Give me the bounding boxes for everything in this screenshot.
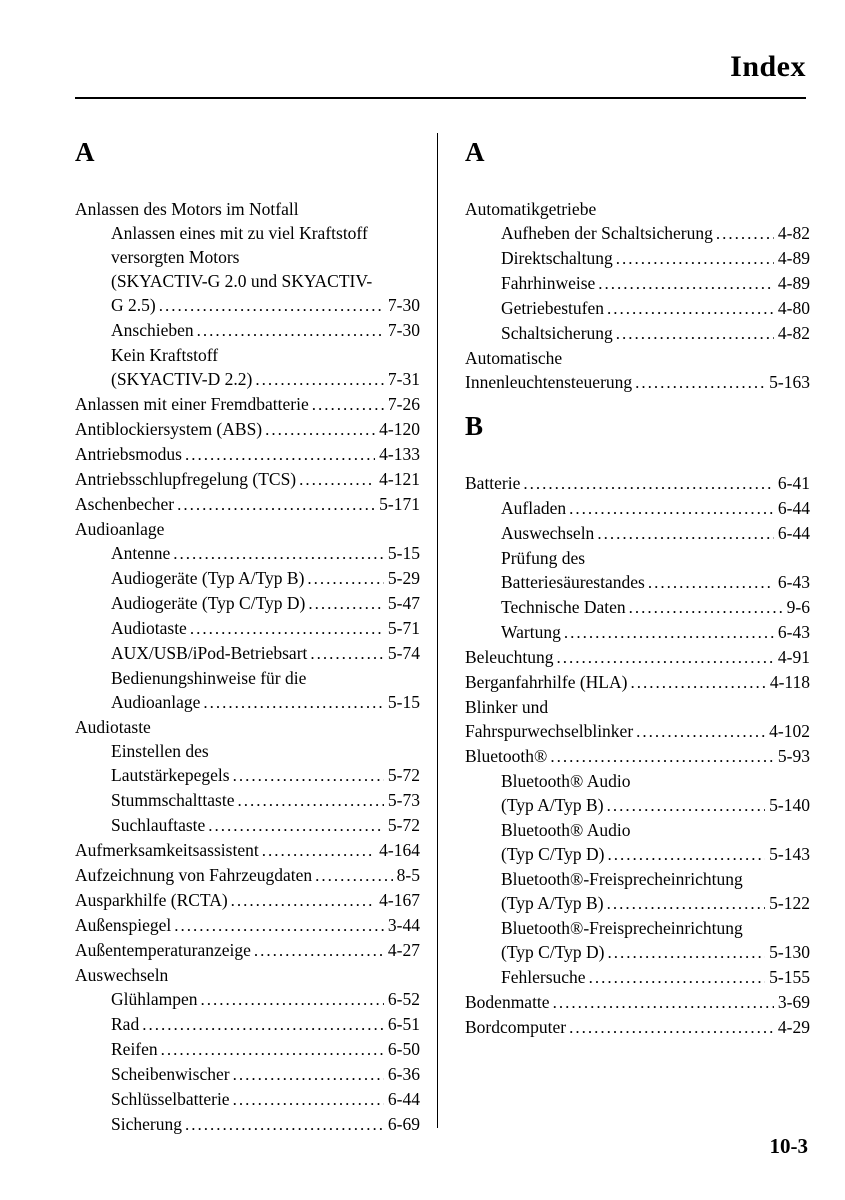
entry-text: Berganfahrhilfe (HLA) bbox=[465, 672, 628, 692]
entry-text: Scheibenwischer bbox=[111, 1064, 230, 1084]
entry-text: (Typ A/Typ B) bbox=[501, 893, 604, 913]
dot-leader bbox=[630, 670, 765, 695]
dot-leader bbox=[190, 616, 384, 641]
index-entry bbox=[465, 965, 810, 990]
dot-leader bbox=[569, 1015, 774, 1040]
entry-page-ref: 4-120 bbox=[379, 419, 420, 439]
index-entry bbox=[465, 546, 810, 570]
index-entry bbox=[465, 521, 810, 546]
index-entry bbox=[465, 818, 810, 842]
entry-text: Sicherung bbox=[111, 1114, 182, 1134]
entry-text: Prüfung des bbox=[501, 548, 586, 568]
entry-text: Batterie bbox=[465, 473, 521, 493]
entry-page-ref: 4-102 bbox=[769, 721, 810, 741]
index-entry bbox=[75, 763, 420, 788]
entry-page-ref: 7-26 bbox=[387, 394, 420, 414]
entry-text: Antiblockiersystem (ABS) bbox=[75, 419, 263, 439]
entry-text: Anlassen mit einer Fremdbatterie bbox=[75, 394, 309, 414]
index-entry bbox=[75, 517, 420, 541]
index-entry bbox=[75, 269, 420, 293]
index-entry bbox=[75, 690, 420, 715]
index-entry bbox=[465, 990, 810, 1015]
index-entry bbox=[465, 197, 810, 221]
index-entry bbox=[465, 496, 810, 521]
entry-text: Bluetooth®-Freisprecheinrichtung bbox=[501, 918, 743, 938]
entry-text: Bordcomputer bbox=[465, 1017, 567, 1037]
entry-page-ref: 5-155 bbox=[769, 967, 810, 987]
entry-page-ref: 5-93 bbox=[777, 746, 810, 766]
entry-text: Anschieben bbox=[111, 320, 194, 340]
entry-text: Fahrhinweise bbox=[501, 273, 596, 293]
index-entry bbox=[75, 616, 420, 641]
index-entry bbox=[75, 318, 420, 343]
index-entry bbox=[75, 1012, 420, 1037]
dot-leader bbox=[636, 719, 765, 744]
dot-leader bbox=[553, 990, 774, 1015]
dot-leader bbox=[716, 221, 774, 246]
entry-page-ref: 4-89 bbox=[777, 248, 810, 268]
dot-leader bbox=[635, 370, 765, 395]
column-divider bbox=[437, 133, 438, 1128]
page-number-footer: 10-3 bbox=[769, 1134, 808, 1158]
entry-text: (Typ C/Typ D) bbox=[501, 844, 605, 864]
dot-leader bbox=[607, 793, 766, 818]
dot-leader bbox=[254, 938, 384, 963]
entry-text: Bedienungshinweise für die bbox=[111, 668, 307, 688]
entry-page-ref: 4-133 bbox=[379, 444, 420, 464]
entry-page-ref: 4-27 bbox=[387, 940, 420, 960]
entry-text: Innenleuchtensteuerung bbox=[465, 372, 633, 392]
index-entry bbox=[465, 670, 810, 695]
dot-leader bbox=[607, 296, 774, 321]
entry-page-ref: 5-15 bbox=[387, 692, 420, 712]
entry-page-ref: 4-164 bbox=[379, 840, 420, 860]
index-entry bbox=[465, 221, 810, 246]
entry-page-ref: 8-5 bbox=[396, 865, 420, 885]
dot-leader bbox=[299, 467, 375, 492]
dot-leader bbox=[589, 965, 766, 990]
dot-leader bbox=[556, 645, 773, 670]
dot-leader bbox=[174, 913, 384, 938]
dot-leader bbox=[161, 1037, 384, 1062]
index-entry bbox=[465, 1015, 810, 1040]
index-entry bbox=[465, 867, 810, 891]
dot-leader bbox=[608, 842, 766, 867]
dot-leader bbox=[197, 318, 384, 343]
index-entry bbox=[75, 813, 420, 838]
dot-leader bbox=[550, 744, 774, 769]
entry-text: Außentemperaturanzeige bbox=[75, 940, 251, 960]
dot-leader bbox=[185, 1112, 384, 1137]
entry-page-ref: 5-143 bbox=[769, 844, 810, 864]
dot-leader bbox=[201, 987, 384, 1012]
entry-page-ref: 4-118 bbox=[769, 672, 810, 692]
entry-page-ref: 5-163 bbox=[769, 372, 810, 392]
dot-leader bbox=[607, 891, 766, 916]
index-entry bbox=[465, 695, 810, 719]
index-entry bbox=[465, 891, 810, 916]
dot-leader bbox=[307, 566, 384, 591]
index-entry bbox=[75, 221, 420, 245]
entry-page-ref: 5-72 bbox=[387, 765, 420, 785]
index-entry bbox=[75, 566, 420, 591]
dot-leader bbox=[315, 863, 393, 888]
index-entry bbox=[465, 793, 810, 818]
entry-text: Bluetooth®-Freisprecheinrichtung bbox=[501, 869, 743, 889]
dot-leader bbox=[173, 541, 384, 566]
entry-text: Audiotaste bbox=[75, 717, 151, 737]
index-entry bbox=[75, 417, 420, 442]
index-column-left bbox=[75, 135, 420, 1137]
dot-leader bbox=[564, 620, 774, 645]
index-entry bbox=[75, 591, 420, 616]
entry-text: Aschenbecher bbox=[75, 494, 175, 514]
entry-text: Automatikgetriebe bbox=[465, 199, 597, 219]
entry-page-ref: 7-30 bbox=[387, 320, 420, 340]
dot-leader bbox=[265, 417, 375, 442]
entry-text: Wartung bbox=[501, 622, 561, 642]
entry-page-ref: 6-44 bbox=[387, 1089, 420, 1109]
index-entry bbox=[465, 271, 810, 296]
entry-text: Aufmerksamkeitsassistent bbox=[75, 840, 259, 860]
index-entry bbox=[75, 1037, 420, 1062]
entry-page-ref: 5-72 bbox=[387, 815, 420, 835]
dot-leader bbox=[233, 1087, 384, 1112]
entry-page-ref: 3-69 bbox=[777, 992, 810, 1012]
entry-text: Reifen bbox=[111, 1039, 158, 1059]
entry-text: Audiogeräte (Typ C/Typ D) bbox=[111, 593, 306, 613]
entry-text: Audioanlage bbox=[75, 519, 165, 539]
entry-text: Aufladen bbox=[501, 498, 567, 518]
dot-leader bbox=[203, 690, 384, 715]
dot-leader bbox=[233, 1062, 384, 1087]
entry-page-ref: 6-52 bbox=[387, 989, 420, 1009]
dot-leader bbox=[255, 367, 384, 392]
index-entry bbox=[75, 467, 420, 492]
entry-page-ref: 5-15 bbox=[387, 543, 420, 563]
index-entry bbox=[465, 471, 810, 496]
entry-page-ref: 4-121 bbox=[379, 469, 420, 489]
index-entry bbox=[465, 645, 810, 670]
section-letter: A bbox=[465, 137, 485, 167]
entry-page-ref: 6-43 bbox=[777, 572, 810, 592]
entry-page-ref: 4-167 bbox=[379, 890, 420, 910]
page-title: Index bbox=[730, 50, 806, 83]
entry-page-ref: 6-69 bbox=[387, 1114, 420, 1134]
index-entry bbox=[75, 1112, 420, 1137]
entry-page-ref: 4-29 bbox=[777, 1017, 810, 1037]
section-letter: B bbox=[465, 411, 484, 441]
index-entry bbox=[465, 321, 810, 346]
entry-text: Aufzeichnung von Fahrzeugdaten bbox=[75, 865, 313, 885]
dot-leader bbox=[142, 1012, 384, 1037]
index-entry bbox=[465, 940, 810, 965]
entry-page-ref: 3-44 bbox=[387, 915, 420, 935]
entry-page-ref: 5-73 bbox=[387, 790, 420, 810]
index-entry bbox=[465, 916, 810, 940]
entry-text: Antenne bbox=[111, 543, 171, 563]
entry-text: Stummschalttaste bbox=[111, 790, 235, 810]
index-entry bbox=[75, 987, 420, 1012]
index-entry bbox=[75, 666, 420, 690]
entry-page-ref: 6-41 bbox=[777, 473, 810, 493]
index-entry bbox=[75, 367, 420, 392]
entry-text: Schaltsicherung bbox=[501, 323, 613, 343]
entry-text: Direktschaltung bbox=[501, 248, 613, 268]
dot-leader bbox=[237, 788, 383, 813]
index-entry bbox=[465, 719, 810, 744]
index-entry bbox=[75, 442, 420, 467]
entry-text: Außenspiegel bbox=[75, 915, 172, 935]
dot-leader bbox=[629, 595, 783, 620]
index-entry bbox=[75, 888, 420, 913]
entry-page-ref: 4-82 bbox=[777, 323, 810, 343]
dot-leader bbox=[616, 246, 774, 271]
entry-text: Anlassen eines mit zu viel Kraftstoff bbox=[111, 223, 368, 243]
entry-text: Fahrspurwechselblinker bbox=[465, 721, 634, 741]
entry-text: Einstellen des bbox=[111, 741, 209, 761]
entry-text: Suchlauftaste bbox=[111, 815, 206, 835]
entry-text: Aufheben der Schaltsicherung bbox=[501, 223, 713, 243]
entry-text: Bluetooth® Audio bbox=[501, 820, 631, 840]
index-entry bbox=[75, 245, 420, 269]
entry-page-ref: 6-36 bbox=[387, 1064, 420, 1084]
index-entry bbox=[465, 370, 810, 395]
entry-text: Schlüsselbatterie bbox=[111, 1089, 230, 1109]
dot-leader bbox=[233, 763, 384, 788]
dot-leader bbox=[308, 591, 384, 616]
index-entry bbox=[465, 769, 810, 793]
dot-leader bbox=[569, 496, 774, 521]
index-entry bbox=[75, 1062, 420, 1087]
index-entry bbox=[75, 293, 420, 318]
index-entry bbox=[75, 641, 420, 666]
entry-text: Fehlersuche bbox=[501, 967, 586, 987]
entry-text: Glühlampen bbox=[111, 989, 198, 1009]
entry-text: Kein Kraftstoff bbox=[111, 345, 219, 365]
entry-text: Antriebsschlupfregelung (TCS) bbox=[75, 469, 297, 489]
index-entry bbox=[465, 842, 810, 867]
entry-page-ref: 5-71 bbox=[387, 618, 420, 638]
entry-page-ref: 5-140 bbox=[769, 795, 810, 815]
dot-leader bbox=[231, 888, 376, 913]
entry-page-ref: 5-130 bbox=[769, 942, 810, 962]
index-entry bbox=[75, 492, 420, 517]
entry-page-ref: 5-29 bbox=[387, 568, 420, 588]
index-entry bbox=[75, 1087, 420, 1112]
entry-page-ref: 5-122 bbox=[769, 893, 810, 913]
entry-text: Audioanlage bbox=[111, 692, 201, 712]
index-entry bbox=[75, 739, 420, 763]
entry-text: Auswechseln bbox=[501, 523, 595, 543]
index-entry bbox=[465, 346, 810, 370]
dot-leader bbox=[185, 442, 375, 467]
entry-page-ref: 4-80 bbox=[777, 298, 810, 318]
index-entry bbox=[465, 595, 810, 620]
index-entry bbox=[465, 296, 810, 321]
index-entry bbox=[75, 838, 420, 863]
entry-text: Blinker und bbox=[465, 697, 549, 717]
dot-leader bbox=[523, 471, 774, 496]
entry-text: Rad bbox=[111, 1014, 140, 1034]
index-entry bbox=[465, 744, 810, 769]
index-entry bbox=[75, 715, 420, 739]
index-entry bbox=[465, 620, 810, 645]
index-entry bbox=[75, 788, 420, 813]
entry-text: Getriebestufen bbox=[501, 298, 605, 318]
entry-text: (SKYACTIV-D 2.2) bbox=[111, 369, 253, 389]
dot-leader bbox=[312, 392, 384, 417]
entry-text: Automatische bbox=[465, 348, 563, 368]
entry-text: versorgten Motors bbox=[111, 247, 240, 267]
dot-leader bbox=[159, 293, 384, 318]
entry-text: Beleuchtung bbox=[465, 647, 554, 667]
index-entry bbox=[75, 913, 420, 938]
index-column-right bbox=[465, 135, 810, 1040]
entry-text: G 2.5) bbox=[111, 295, 156, 315]
index-entry bbox=[75, 197, 420, 221]
index-entry bbox=[75, 343, 420, 367]
section-letter: A bbox=[75, 137, 95, 167]
index-entry bbox=[75, 863, 420, 888]
title-rule bbox=[75, 97, 806, 99]
entry-text: Audiogeräte (Typ A/Typ B) bbox=[111, 568, 305, 588]
entry-text: (Typ A/Typ B) bbox=[501, 795, 604, 815]
entry-page-ref: 6-44 bbox=[777, 498, 810, 518]
dot-leader bbox=[616, 321, 774, 346]
dot-leader bbox=[262, 838, 375, 863]
dot-leader bbox=[648, 570, 774, 595]
dot-leader bbox=[310, 641, 384, 666]
index-entry bbox=[465, 570, 810, 595]
entry-page-ref: 6-43 bbox=[777, 622, 810, 642]
entry-page-ref: 7-31 bbox=[387, 369, 420, 389]
entry-text: Audiotaste bbox=[111, 618, 187, 638]
entry-text: Anlassen des Motors im Notfall bbox=[75, 199, 299, 219]
entry-text: Bluetooth® bbox=[465, 746, 548, 766]
dot-leader bbox=[597, 521, 774, 546]
entry-text: (Typ C/Typ D) bbox=[501, 942, 605, 962]
entry-page-ref: 6-50 bbox=[387, 1039, 420, 1059]
dot-leader bbox=[598, 271, 774, 296]
index-entry bbox=[75, 963, 420, 987]
entry-page-ref: 4-89 bbox=[777, 273, 810, 293]
entry-page-ref: 7-30 bbox=[387, 295, 420, 315]
entry-text: Technische Daten bbox=[501, 597, 626, 617]
dot-leader bbox=[208, 813, 384, 838]
dot-leader bbox=[608, 940, 766, 965]
dot-leader bbox=[177, 492, 375, 517]
entry-text: Lautstärkepegels bbox=[111, 765, 230, 785]
entry-page-ref: 5-74 bbox=[387, 643, 420, 663]
entry-text: Auswechseln bbox=[75, 965, 169, 985]
entry-text: Antriebsmodus bbox=[75, 444, 182, 464]
entry-page-ref: 5-171 bbox=[379, 494, 420, 514]
entry-page-ref: 9-6 bbox=[786, 597, 810, 617]
entry-page-ref: 6-51 bbox=[387, 1014, 420, 1034]
entry-page-ref: 4-82 bbox=[777, 223, 810, 243]
entry-page-ref: 5-47 bbox=[387, 593, 420, 613]
index-entry bbox=[465, 246, 810, 271]
entry-text: Bluetooth® Audio bbox=[501, 771, 631, 791]
index-entry bbox=[75, 938, 420, 963]
index-entry bbox=[75, 541, 420, 566]
entry-text: Bodenmatte bbox=[465, 992, 550, 1012]
entry-page-ref: 6-44 bbox=[777, 523, 810, 543]
entry-page-ref: 4-91 bbox=[777, 647, 810, 667]
entry-text: (SKYACTIV-G 2.0 und SKYACTIV- bbox=[111, 271, 373, 291]
index-entry bbox=[75, 392, 420, 417]
entry-text: Ausparkhilfe (RCTA) bbox=[75, 890, 228, 910]
entry-text: Batteriesäurestandes bbox=[501, 572, 645, 592]
entry-text: AUX/USB/iPod-Betriebsart bbox=[111, 643, 308, 663]
